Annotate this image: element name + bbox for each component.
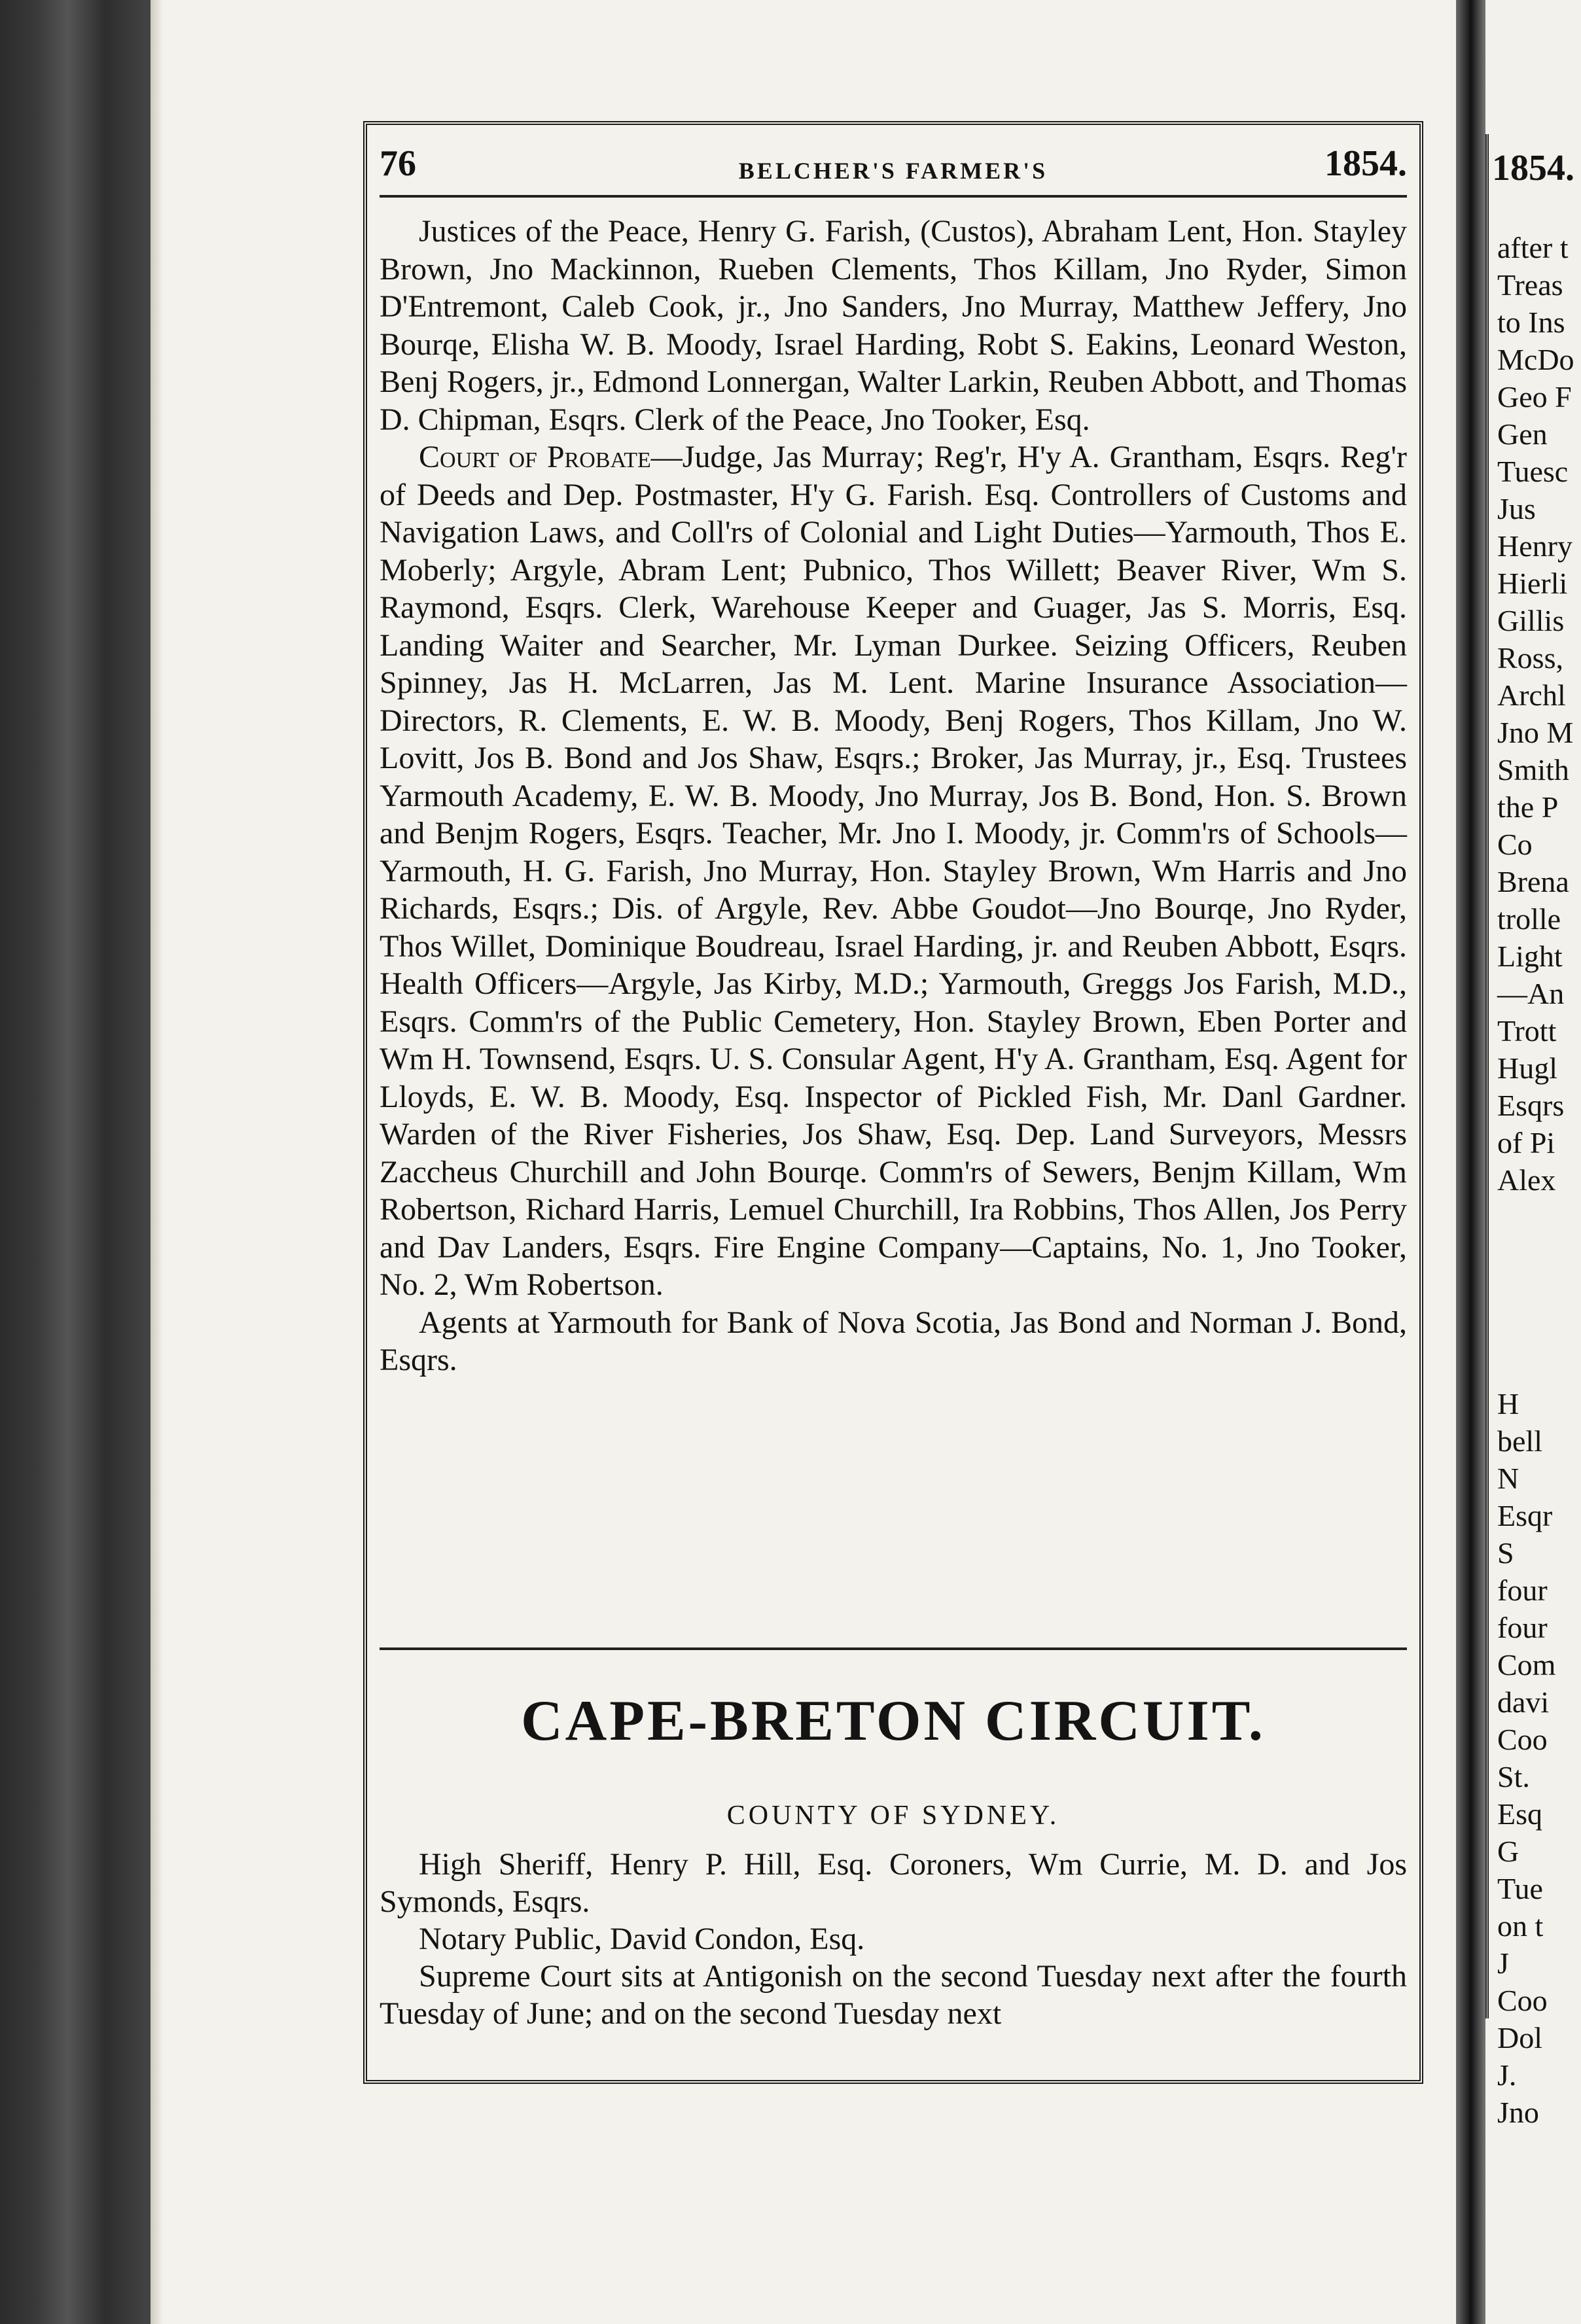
adjacent-page-line: Coo <box>1497 1723 1548 1756</box>
adjacent-page-line: trolle <box>1497 902 1561 936</box>
adjacent-page-line: Treas <box>1497 268 1563 302</box>
adjacent-page-line: Coo <box>1497 1984 1548 2017</box>
adjacent-page-line: Co <box>1497 828 1533 861</box>
running-title: BELCHER'S FARMER'S <box>738 158 1048 184</box>
page-header <box>380 143 1407 198</box>
adjacent-page-line <box>1497 1273 1574 1311</box>
adjacent-page-line: Esqrs <box>1497 1089 1565 1122</box>
adjacent-page-line: Esqr <box>1497 1499 1553 1532</box>
adjacent-page-line: Jus <box>1497 492 1536 525</box>
adjacent-page-line <box>1497 1199 1574 1236</box>
page-edge <box>151 0 164 2324</box>
adjacent-page-line: Esq <box>1497 1797 1542 1831</box>
adjacent-page-line <box>1497 1311 1574 1348</box>
adjacent-page-line: Tue <box>1497 1872 1543 1905</box>
adjacent-page-line: bell <box>1497 1424 1542 1458</box>
paragraph-bank-agents: Agents at Yarmouth for Bank of Nova Scotia, Jas Bond and Norman J. Bond, Esqrs. <box>380 1305 1407 1377</box>
county-heading: COUNTY OF SYDNEY. <box>726 1801 1060 1831</box>
paragraph-supreme-court: Supreme Court sits at Antigonish on the second Tuesday next after the fourth Tuesday of June; and on the second Tuesday next <box>380 1959 1407 2031</box>
adjacent-page-line: after t <box>1497 231 1569 264</box>
adjacent-page-line: Archl <box>1497 678 1566 712</box>
adjacent-page-line: Henry <box>1497 529 1572 563</box>
adjacent-page <box>1485 0 1581 2324</box>
adjacent-page-line: Hugl <box>1497 1051 1557 1085</box>
adjacent-page-line: J <box>1497 1946 1509 1980</box>
adjacent-page-line: four <box>1497 1611 1548 1644</box>
adjacent-page-line: Gen <box>1497 417 1548 451</box>
adjacent-page-line: to Ins <box>1497 306 1565 339</box>
adjacent-page-border <box>1485 134 1494 2018</box>
main-text <box>380 213 1407 1379</box>
adjacent-page-line: Gillis <box>1497 604 1565 637</box>
adjacent-page-line <box>1497 1236 1574 1273</box>
adjacent-page-line: McDo <box>1497 343 1574 376</box>
adjacent-page-line: Smith <box>1497 753 1569 786</box>
circuit-text <box>380 1846 1407 2032</box>
adjacent-page-line: Brena <box>1497 865 1569 898</box>
section-divider <box>380 1647 1407 1650</box>
adjacent-page-line: J. <box>1497 2058 1517 2092</box>
adjacent-page-line: Geo F <box>1497 380 1572 414</box>
adjacent-page-line: St. <box>1497 1760 1530 1793</box>
adjacent-page-lines <box>1497 229 1574 2131</box>
adjacent-page-line: Tuesc <box>1497 455 1569 488</box>
adjacent-page-line: four <box>1497 1574 1548 1607</box>
adjacent-page-line: Jno M <box>1497 716 1574 749</box>
adjacent-page-line: S <box>1497 1536 1514 1570</box>
adjacent-page-year: 1854. <box>1492 148 1574 188</box>
adjacent-page-line: Com <box>1497 1648 1556 1681</box>
adjacent-page-line: Trott <box>1497 1014 1557 1048</box>
paragraph-sheriff: High Sheriff, Henry P. Hill, Esq. Coroners, Wm Currie, M. D. and Jos Symonds, Esqrs. <box>380 1847 1407 1919</box>
adjacent-page-line: N <box>1497 1462 1519 1495</box>
adjacent-page-line: —An <box>1497 977 1565 1010</box>
court-of-probate-heading: Court of Probate <box>419 440 651 474</box>
header-year: 1854. <box>1324 143 1407 184</box>
adjacent-page-line: Jno <box>1497 2096 1539 2129</box>
book-gutter <box>1456 0 1485 2324</box>
adjacent-page-line: Ross, <box>1497 641 1563 675</box>
adjacent-page-line: H <box>1497 1387 1519 1420</box>
adjacent-page-line: davi <box>1497 1685 1550 1719</box>
cape-breton-section <box>380 1688 1407 2032</box>
adjacent-page-line: Hierli <box>1497 567 1568 600</box>
adjacent-page-line: on t <box>1497 1909 1544 1943</box>
paragraph-notary: Notary Public, David Condon, Esq. <box>419 1922 865 1956</box>
adjacent-page-line: G <box>1497 1835 1519 1868</box>
paragraph-justices: Justices of the Peace, Henry G. Farish, (Custos), Abraham Lent, Hon. Stayley Brown, Jno Mackinnon, Rueben Clements, Thos Killam, Jno Ryder, Simon D'Entremont, Caleb Cook, jr., Jno Sanders, Jno Murray, Matthew Jeffery, Jno Bourqe, Elisha W. B. Moody, Israel Harding, Robt S. Eakins, Leonard Weston, Benj Rogers, jr., Edmond Lonnergan, Walter Larkin, Reuben Abbott, and Thomas D. Chipman, Esqrs. Clerk of the Peace, Jno Tooker, Esq. <box>380 214 1407 437</box>
adjacent-page-line: the P <box>1497 790 1559 824</box>
adjacent-page-line: Alex <box>1497 1163 1556 1197</box>
book-binding <box>0 0 151 2324</box>
paragraph-court-of-probate <box>380 438 1407 1304</box>
adjacent-page-line <box>1497 1348 1574 1385</box>
court-of-probate-text: —Judge, Jas Murray; Reg'r, H'y A. Grantham, Esqrs. Reg'r of Deeds and Dep. Postmaster, H'y G. Farish. Esq. Controllers of Customs and Navigation Laws, and Coll'rs of Colonial and Light Duties—Yarmouth, Thos E. Moberly; Argyle, Abram Lent; Pubnico, Thos Willett; Beaver River, Wm S. Raymond, Esqrs. Clerk, Warehouse Keeper and Guager, Jas S. Morris, Esq. Landing Waiter and Searcher, Mr. Lyman Durkee. Seizing Officers, Reuben Spinney, Jas H. McLarren, Jas M. Lent. Marine Insurance Association—Directors, R. Clements, E. W. B. Moody, Benj Rogers, Thos Killam, Jno W. Lovitt, Jos B. Bond and Jos Shaw, Esqrs.; Broker, Jas Murray, jr., Esq. Trustees Yarmouth Academy, E. W. B. Moody, Jno Murray, Jos B. Bond, Hon. S. Brown and Benjm Rogers, Esqrs. Teacher, Mr. Jno I. Moody, jr. Comm'rs of Schools—Yarmouth, H. G. Farish, Jno Murray, Hon. Stayley Brown, Wm Harris and Jno Richards, Esqrs.; Dis. of Argyle, Rev. Abbe Goudot—Jno Bourqe, Jno Ryder, Thos Willet, Dominique Boudreau, Israel Harding, jr. and Reuben Abbott, Esqrs. Health Officers—Argyle, Jas Kirby, M.D.; Yarmouth, Greggs Jos Farish, M.D., Esqrs. Comm'rs of the Public Cemetery, Hon. Stayley Brown, Eben Porter and Wm H. Townsend, Esqrs. U. S. Consular Agent, H'y A. Grantham, Esq. Agent for Lloyds, E. W. B. Moody, Esq. Inspector of Pickled Fish, Mr. Danl Gardner. Warden of the River Fisheries, Jos Shaw, Esq. Dep. Land Surveyors, Messrs Zaccheus Churchill and John Bourqe. Comm'rs of Sewers, Benjm Killam, Wm Robertson, Richard Harris, Lemuel Churchill, Ira Robbins, Thos Allen, Jos Perry and Dav Landers, Esqrs. Fire Engine Company—Captains, No. 1, Jno Tooker, No. 2, Wm Robertson. <box>380 440 1407 1302</box>
adjacent-page-line: of Pi <box>1497 1126 1555 1159</box>
adjacent-page-line: Light <box>1497 940 1563 973</box>
adjacent-page-line: Dol <box>1497 2021 1542 2054</box>
circuit-title: CAPE-BRETON CIRCUIT. <box>521 1689 1266 1753</box>
page-number: 76 <box>380 143 416 184</box>
